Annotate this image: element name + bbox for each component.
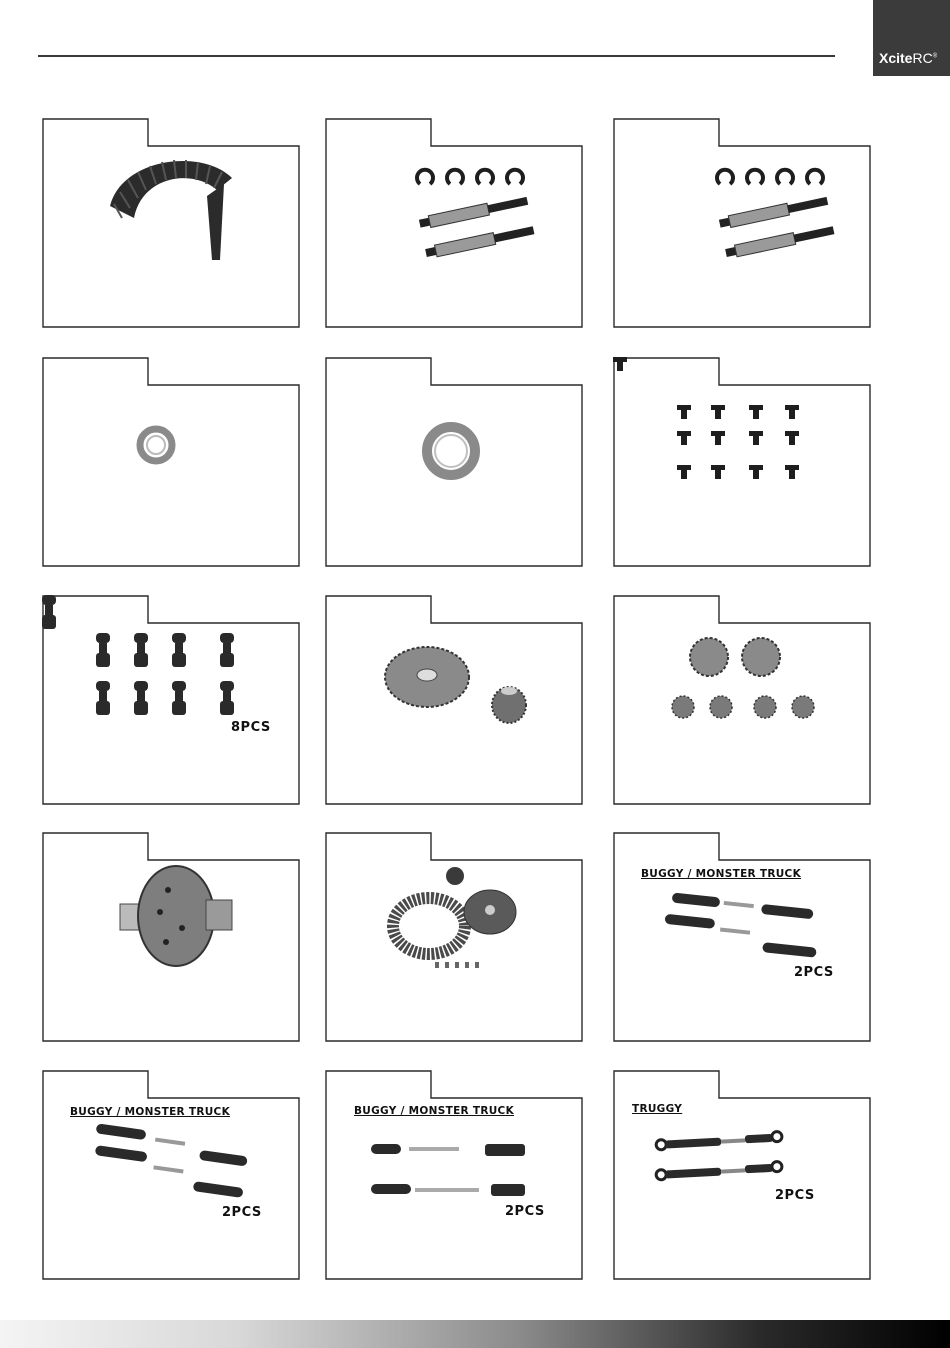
- shock-absorbers-image: [613, 118, 871, 328]
- quantity-label: 2PCS: [775, 1188, 815, 1203]
- turnbuckles-image: [613, 832, 871, 1042]
- differential-image: [42, 832, 300, 1042]
- bevel-gears-image: [325, 595, 583, 805]
- quantity-label: 8PCS: [231, 720, 271, 735]
- part-card-screw-set[interactable]: [613, 357, 871, 567]
- brand-logo: XciteRC®: [879, 50, 938, 66]
- heatsink-image: [42, 118, 300, 328]
- vehicle-type-label: BUGGY / MONSTER TRUCK: [70, 1106, 231, 1118]
- shock-absorbers-image: [325, 118, 583, 328]
- vehicle-type-label: TRUGGY: [632, 1103, 683, 1115]
- part-card-turnbuckle-a[interactable]: [613, 832, 871, 1042]
- bearing-image: [325, 357, 583, 567]
- vehicle-type-label: BUGGY / MONSTER TRUCK: [354, 1105, 515, 1117]
- part-card-shock-set-a[interactable]: [325, 118, 583, 328]
- footer-gradient-bar: [0, 1320, 950, 1348]
- part-card-turnbuckle-c[interactable]: [325, 1070, 583, 1280]
- quantity-label: 2PCS: [794, 965, 834, 980]
- part-card-bearing-small[interactable]: [42, 357, 300, 567]
- part-card-turnbuckle-b[interactable]: [42, 1070, 300, 1280]
- vehicle-type-label: BUGGY / MONSTER TRUCK: [641, 868, 802, 880]
- header-rule: [38, 55, 835, 57]
- part-card-spur-gear-set[interactable]: [325, 832, 583, 1042]
- part-card-ball-studs[interactable]: [42, 595, 300, 805]
- differential-gears-image: [613, 595, 871, 805]
- screws-image: [613, 357, 871, 567]
- quantity-label: 2PCS: [505, 1204, 545, 1219]
- part-card-bearing-large[interactable]: [325, 357, 583, 567]
- spur-gear-image: [325, 832, 583, 1042]
- part-card-bevel-gear-set[interactable]: [325, 595, 583, 805]
- truggy-turnbuckles-image: [613, 1070, 871, 1280]
- part-card-shock-set-b[interactable]: [613, 118, 871, 328]
- part-card-differential[interactable]: [42, 832, 300, 1042]
- bearing-image: [42, 357, 300, 567]
- part-card-motor-heatsink[interactable]: [42, 118, 300, 328]
- part-card-turnbuckle-truggy[interactable]: [613, 1070, 871, 1280]
- part-card-diff-gears[interactable]: [613, 595, 871, 805]
- ball-studs-image: [42, 595, 300, 805]
- turnbuckles-image: [325, 1070, 583, 1280]
- quantity-label: 2PCS: [222, 1205, 262, 1220]
- turnbuckles-image: [42, 1070, 300, 1280]
